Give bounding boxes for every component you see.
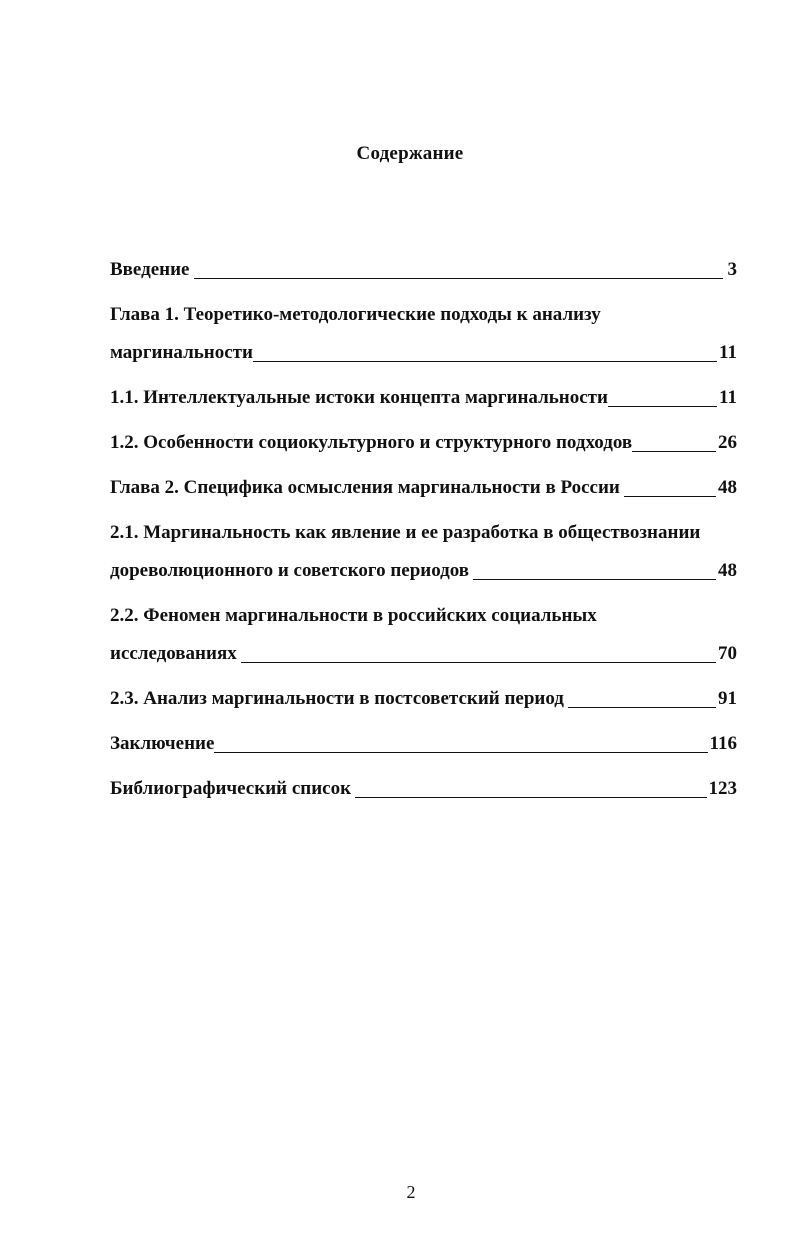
toc-entry-label: Введение <box>110 259 190 280</box>
toc-leader-line <box>632 451 716 452</box>
toc-entry-label: Библиографический список <box>110 778 352 799</box>
toc-entry-page: 116 <box>709 733 737 754</box>
toc-entry-section-2-1 <box>110 515 737 589</box>
toc-leader-line <box>253 361 717 362</box>
table-of-contents <box>110 252 737 807</box>
toc-entry-label-line1: Глава 1. Теоретико-методологические подходы к анализу <box>110 304 601 325</box>
toc-leader-line <box>241 662 716 663</box>
toc-entry-chapter-2 <box>110 470 737 506</box>
toc-title: Содержание <box>356 143 464 164</box>
page-number: 2 <box>406 1182 416 1202</box>
toc-leader-line <box>624 496 716 497</box>
toc-entry-page: 3 <box>727 259 737 280</box>
toc-entry-label: Заключение <box>110 733 215 754</box>
toc-entry-section-2-2 <box>110 598 737 672</box>
toc-entry-label: Глава 2. Специфика осмысления маргинальности в России <box>110 477 620 498</box>
toc-leader-line <box>608 406 717 407</box>
toc-entry-page: 123 <box>708 778 737 799</box>
toc-entry-label: дореволюционного и советского периодов <box>110 560 470 581</box>
toc-entry-section-1-1 <box>110 380 737 416</box>
toc-entry-label-line1: 2.2. Феномен маргинальности в российских социальных <box>110 605 597 626</box>
toc-leader-line <box>214 752 707 753</box>
toc-entry-page: 11 <box>719 387 737 408</box>
toc-entry-page: 91 <box>718 688 737 709</box>
toc-leader-line <box>194 278 724 279</box>
toc-entry-label: 2.3. Анализ маргинальности в постсоветский период <box>110 688 564 709</box>
toc-entry-section-1-2 <box>110 425 737 461</box>
toc-leader-line <box>473 579 716 580</box>
toc-entry-bibliography <box>110 771 737 807</box>
toc-entry-label: 1.1. Интеллектуальные истоки концепта маргинальности <box>110 387 608 408</box>
toc-entry-label: исследованиях <box>110 643 237 664</box>
toc-entry-chapter-1 <box>110 297 737 371</box>
toc-entry-page: 11 <box>719 342 737 363</box>
toc-entry-page: 70 <box>718 643 737 664</box>
toc-entry-page: 48 <box>718 477 737 498</box>
toc-entry-section-2-3 <box>110 681 737 717</box>
toc-entry-label: маргинальности <box>110 342 253 363</box>
toc-leader-line <box>355 797 706 798</box>
toc-entry-introduction <box>110 252 737 288</box>
toc-entry-page: 26 <box>718 432 737 453</box>
toc-leader-line <box>568 707 716 708</box>
toc-entry-page: 48 <box>718 560 737 581</box>
toc-entry-label-line1: 2.1. Маргинальность как явление и ее разработка в обществознании <box>110 522 701 543</box>
toc-entry-conclusion <box>110 726 737 762</box>
toc-entry-label: 1.2. Особенности социокультурного и структурного подходов <box>110 432 633 453</box>
